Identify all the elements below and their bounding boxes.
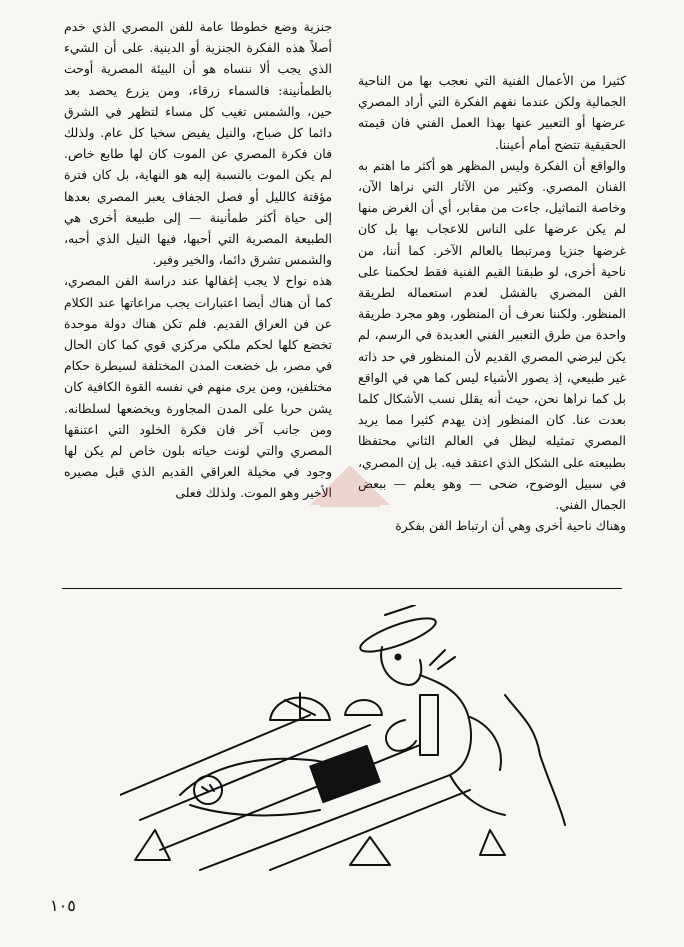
page-number: ١٠٥: [50, 896, 76, 915]
paragraph: والواقع أن الفكرة وليس المظهر هو أكثر ما اهتم به الفنان المصري. وكثير من الآثار التي نراها الآن، وخاصة التماثيل، جاءت من مقابر، أي أن الغرض منها لم يكن عرضها على الناس للاعجاب بها بل كان غرضها جنزيا ومرتبطا بالعالم الآخر. كما أننا، من ناحية أخرى، لو طبقنا القيم الفنية فقط لحكمنا على الفن المصري بالفشل لعدم استعماله لطريقة المنظور. ولكننا نعرف أن المنظور، وهو مجرد طريقة واحدة من طرق التعبير الفني العديدة في الرسم، لم يكن ليرضي المصري القديم لأن المنظور في حد ذاته غير طبيعي، إذ يصور الأشياء ليس كما هي في الواقع بل كما نراها نحن، حيث أنه يقلل نسب الأشكال كلما بعدت عنا. كان المنظور إذن يهدم كثيرا مما يريد المصري تمثيله ليظل في العالم الثاني محتفظا بطبيعته على الشكل الذي اعتقد فيه. بل إن المصري، في سبيل الوضوح، ضحى — وهو يعلم — ببعض الجمال الفني.: [358, 157, 626, 513]
paragraph: هذه نواح لا يجب إغفالها عند دراسة الفن المصري، كما أن هناك أيضا اعتبارات يجب مراعاتها عند الكلام عن فن العراق القديم. فلم تكن هناك دولة موحدة تخضع كلها لحكم ملكي مركزي قوي كما كان الحال في مصر، بل خضعت المدن المختلفة لسيطرة حكام مختلفين، ومن يرى منهم في نفسه القوة الكافية كان يشن حربا على المدن المجاورة ويخضعها لسلطانه. ومن جانب آخر فان فكرة الخلود التي اعتنقها المصري والتي لونت حياته بلون خاص لم يكن لها وجود في مخيلة العراقي القديم الذي قبل مصيره الأخير وهو الموت. ولذلك فعلى: [64, 273, 332, 501]
archive-watermark-logo: [300, 455, 400, 515]
paragraph: وهناك ناحية أخرى وهي أن ارتباط الفن بفكرة: [395, 518, 626, 534]
paragraph: كثيرا من الأعمال الفنية التي نعجب بها من الناحية الجمالية ولكن عندما نفهم الفكرة التي أراد المصري عرضها أو التعبير عنها بهذا العمل الفني فان قيمته الحقيقية تتضح أمام أعيننا.: [358, 73, 626, 152]
line-drawing-illustration: [120, 605, 570, 875]
left-text-column: [64, 16, 332, 504]
paragraph: جنزية وضع خطوطا عامة للفن المصري الذي خدم أصلاً هذه الفكرة الجنزية أو الدينية. على أن الشيء الذي يجب ألا ننساه هو أن البيئة المصرية أوحت بالطمأنينة: فالسماء زرقاء، ومن يزرع يحصد بعد حين، والشمس تغيب كل مساء لتظهر في الشرق دائما كل صباح، والنيل يفيض سخيا كل عام. ولذلك فان فكرة المصري عن الموت كان لها طابع خاص. لم يكن الموت بالنسبة إليه هو النهاية، بل كان فترة مؤقتة كالليل أو فصل الجفاف يعبر المصري بعدها إلى حياة أكثر طمأنينة — إلى طبيعة أخرى هي الطبيعة المصرية التي أحبها، فيها النيل الذي أحبه، والشمس تشرق دائما، والخير وفير.: [64, 19, 332, 268]
section-divider: [62, 588, 622, 589]
